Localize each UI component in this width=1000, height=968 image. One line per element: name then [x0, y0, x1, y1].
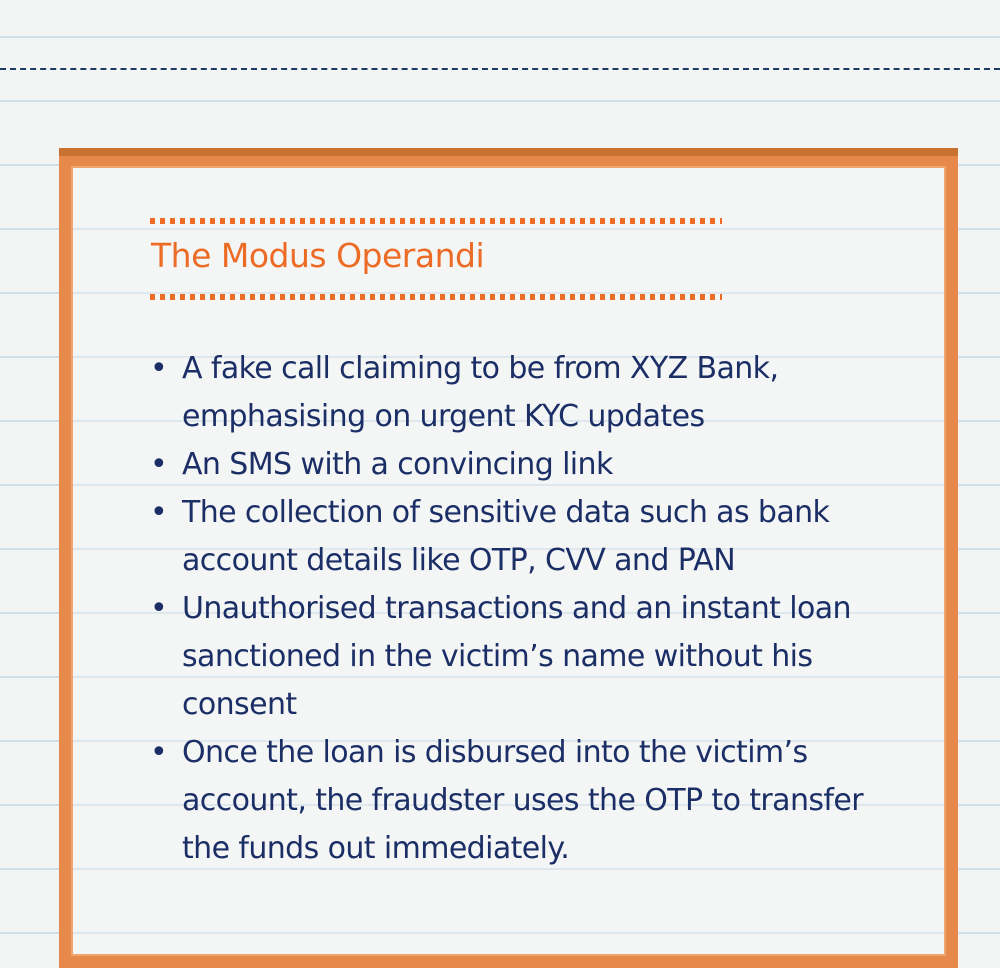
- title-dotted-rule-bottom: [150, 294, 722, 300]
- section-title: The Modus Operandi: [151, 236, 485, 275]
- bullet-icon: •: [150, 351, 168, 386]
- list-item: • A fake call claiming to be from XYZ Bank, emphasising on urgent KYC updates: [150, 345, 910, 441]
- bullet-icon: •: [150, 591, 168, 626]
- bullet-icon: •: [150, 447, 168, 482]
- bullet-icon: •: [150, 735, 168, 770]
- dashed-divider: [0, 68, 1000, 70]
- bullet-icon: •: [150, 495, 168, 530]
- list-item: • Unauthorised transactions and an instant loan sanctioned in the victim’s name without his consent: [150, 585, 910, 729]
- list-item: • An SMS with a convincing link: [150, 441, 910, 489]
- list-item: • The collection of sensitive data such as bank account details like OTP, CVV and PAN: [150, 489, 910, 585]
- title-dotted-rule-top: [150, 218, 722, 224]
- modus-operandi-list: [150, 345, 910, 873]
- list-item: • Once the loan is disbursed into the victim’s account, the fraudster uses the OTP to transfer the funds out immediately.: [150, 729, 910, 873]
